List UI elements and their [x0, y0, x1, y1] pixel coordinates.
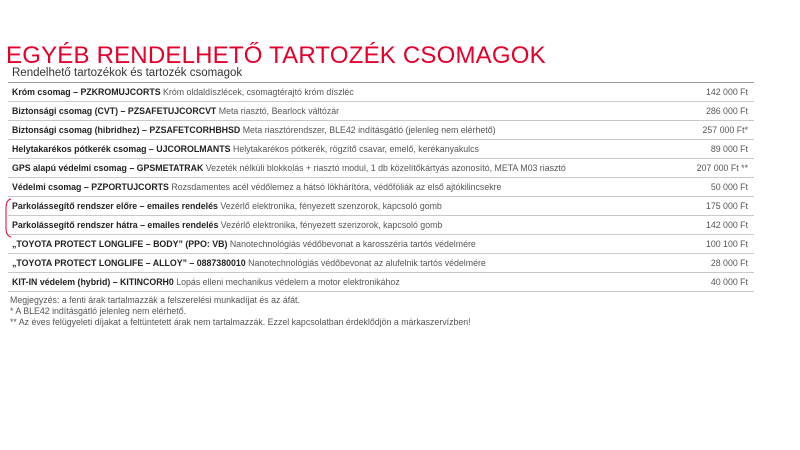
table-row — [8, 83, 754, 102]
table-row — [8, 102, 754, 121]
row-price: 286 000 Ft — [705, 106, 748, 116]
row-price: 142 000 Ft — [705, 87, 748, 97]
row-name: Védelmi csomag – PZPORTUJCORTS — [12, 182, 169, 192]
row-price: 40 000 Ft — [710, 277, 748, 287]
table-row — [8, 273, 754, 292]
row-description — [8, 235, 648, 253]
table-row — [8, 140, 754, 159]
footnote: ** Az éves felügyeleti díjakat a feltüntetett árak nem tartalmazzák. Ezzel kapcsolatban érdeklődjön a márkaszervízben! — [10, 317, 471, 327]
table-row — [8, 121, 754, 140]
row-details: Helytakarékos pótkerék, rögzítő csavar, emelő, kerékanyakulcs — [232, 144, 479, 154]
row-details: Meta riasztó, Bearlock váltózár — [218, 106, 340, 116]
row-details: Rozsdamentes acél védőlemez a hátsó lökhárítóra, védőfóliák az első ajtókilincsekre — [171, 182, 502, 192]
footnote: * A BLE42 indításgátló jelenleg nem elérhető. — [10, 306, 187, 316]
table-row — [8, 159, 754, 178]
row-details: Vezérlő elektronika, fényezett szenzorok, kapcsoló gomb — [220, 220, 443, 230]
highlight-bracket — [4, 198, 12, 238]
row-name: Parkolássegítő rendszer előre – emailes rendelés — [12, 201, 218, 211]
row-price: 28 000 Ft — [710, 258, 748, 268]
row-price: 257 000 Ft* — [702, 125, 748, 135]
footnotes — [10, 295, 471, 328]
row-details: Vezérlő elektronika, fényezett szenzorok, kapcsoló gomb — [220, 201, 442, 211]
row-details: Lopás elleni mechanikus védelem a motor elektronikához — [176, 277, 400, 287]
row-price: 175 000 Ft — [705, 201, 748, 211]
accessory-table — [8, 64, 754, 292]
row-name: Parkolássegítő rendszer hátra – emailes rendelés — [12, 220, 219, 230]
row-name: Biztonsági csomag (hibridhez) – PZSAFETCORHBHSD — [12, 125, 241, 135]
row-name: Biztonsági csomag (CVT) – PZSAFETUJCORCVT — [12, 106, 217, 116]
row-description — [8, 197, 648, 215]
row-description — [8, 140, 648, 158]
table-row — [8, 254, 754, 273]
row-description — [8, 254, 648, 272]
row-price: 89 000 Ft — [710, 144, 748, 154]
row-price: 207 000 Ft ** — [696, 163, 748, 173]
table-row — [8, 216, 754, 235]
row-details: Nanotechnológiás védőbevonat az alufelnik tartós védelmére — [248, 258, 486, 268]
page-title: EGYÉB RENDELHETŐ TARTOZÉK CSOMAGOK — [6, 42, 546, 70]
row-name: „TOYOTA PROTECT LONGLIFE – BODY” (PPO: VB) — [12, 239, 228, 249]
row-description — [8, 102, 648, 120]
row-description — [8, 121, 648, 139]
row-name: KIT-IN védelem (hybrid) – KITINCORH0 — [12, 277, 174, 287]
row-name: Króm csomag – PZKROMUJCORTS — [12, 87, 161, 97]
row-price: 142 000 Ft — [705, 220, 748, 230]
row-price: 100 100 Ft — [705, 239, 748, 249]
row-description — [8, 83, 648, 101]
footnote: Megjegyzés: a fenti árak tartalmazzák a felszerelési munkadíjat és az áfát. — [10, 295, 300, 305]
row-details: Meta riasztórendszer, BLE42 indításgátló (jelenleg nem elérhető) — [242, 125, 496, 135]
row-price: 50 000 Ft — [710, 182, 748, 192]
table-row — [8, 178, 754, 197]
row-name: Helytakarékos pótkerék csomag – UJCOROLMANTS — [12, 144, 231, 154]
table-row — [8, 235, 754, 254]
row-description — [8, 216, 648, 234]
row-details: Vezeték nélküli blokkolás + riasztó modul, 1 db közelítőkártyás azonosító, META M03 riasztó — [205, 163, 566, 173]
row-description — [8, 159, 648, 177]
row-description — [8, 178, 648, 196]
table-row — [8, 197, 754, 216]
row-details: Nanotechnológiás védőbevonat a karosszéria tartós védelmére — [229, 239, 476, 249]
table-header: Rendelhető tartozékok és tartozék csomagok — [8, 64, 754, 83]
row-name: GPS alapú védelmi csomag – GPSMETATRAK — [12, 163, 204, 173]
row-name: „TOYOTA PROTECT LONGLIFE – ALLOY” – 0887380010 — [12, 258, 246, 268]
row-details: Króm oldaldíszlécek, csomagtérajtó króm díszléc — [163, 87, 354, 97]
row-description — [8, 273, 648, 291]
